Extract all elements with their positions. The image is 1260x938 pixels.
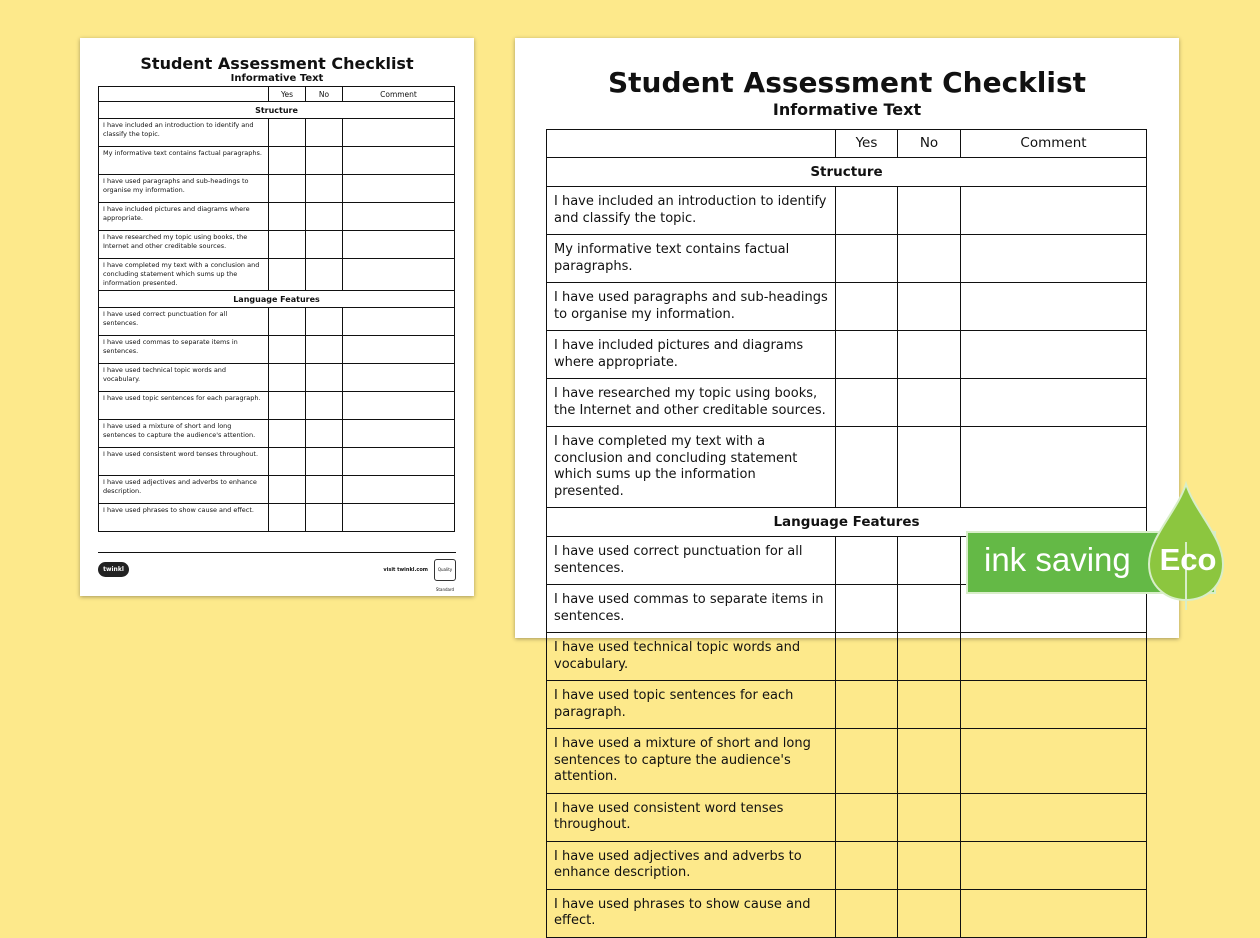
no-cell[interactable] bbox=[898, 793, 961, 841]
thumb-yes-cell[interactable] bbox=[269, 392, 306, 420]
statement-cell: I have used a mixture of short and long sentences to capture the audience's attention. bbox=[547, 729, 836, 794]
thumb-no-cell[interactable] bbox=[306, 147, 343, 175]
no-cell[interactable] bbox=[898, 729, 961, 794]
table-row bbox=[547, 729, 1147, 794]
table-row bbox=[547, 793, 1147, 841]
thumb-col-yes: Yes bbox=[269, 87, 306, 102]
comment-cell[interactable] bbox=[961, 681, 1147, 729]
thumb-yes-cell[interactable] bbox=[269, 119, 306, 147]
thumb-no-cell[interactable] bbox=[306, 231, 343, 259]
comment-cell[interactable] bbox=[961, 841, 1147, 889]
yes-cell[interactable] bbox=[836, 283, 898, 331]
thumb-row: I have used adjectives and adverbs to enhance description. bbox=[99, 476, 455, 504]
no-cell[interactable] bbox=[898, 235, 961, 283]
thumb-row: I have included an introduction to identify and classify the topic. bbox=[99, 119, 455, 147]
comment-cell[interactable] bbox=[961, 633, 1147, 681]
table-row bbox=[547, 681, 1147, 729]
table-row bbox=[547, 633, 1147, 681]
thumb-footer bbox=[98, 552, 456, 592]
thumb-yes-cell[interactable] bbox=[269, 203, 306, 231]
yes-cell[interactable] bbox=[836, 331, 898, 379]
ink-saving-text: ink saving bbox=[984, 541, 1131, 578]
statement-cell: I have used technical topic words and vocabulary. bbox=[547, 633, 836, 681]
thumb-comment-cell[interactable] bbox=[343, 420, 455, 448]
thumb-comment-cell[interactable] bbox=[343, 175, 455, 203]
thumb-no-cell[interactable] bbox=[306, 259, 343, 291]
col-yes: Yes bbox=[836, 130, 898, 158]
no-cell[interactable] bbox=[898, 187, 961, 235]
thumb-yes-cell[interactable] bbox=[269, 147, 306, 175]
thumb-row: I have used phrases to show cause and effect. bbox=[99, 504, 455, 532]
yes-cell[interactable] bbox=[836, 537, 898, 585]
statement-cell: I have used consistent word tenses throughout. bbox=[547, 793, 836, 841]
thumb-comment-cell[interactable] bbox=[343, 336, 455, 364]
table-row bbox=[547, 331, 1147, 379]
thumb-no-cell[interactable] bbox=[306, 203, 343, 231]
yes-cell[interactable] bbox=[836, 379, 898, 427]
thumb-yes-cell[interactable] bbox=[269, 175, 306, 203]
thumb-no-cell[interactable] bbox=[306, 420, 343, 448]
page-title: Student Assessment Checklist bbox=[607, 66, 1087, 99]
table-row bbox=[547, 235, 1147, 283]
thumb-comment-cell[interactable] bbox=[343, 147, 455, 175]
yes-cell[interactable] bbox=[836, 427, 898, 508]
thumb-title: Student Assessment Checklist bbox=[140, 54, 414, 73]
thumb-comment-cell[interactable] bbox=[343, 308, 455, 336]
thumb-comment-cell[interactable] bbox=[343, 231, 455, 259]
thumbnail-page bbox=[80, 38, 474, 596]
twinkl-logo: twinkl bbox=[98, 562, 129, 577]
comment-cell[interactable] bbox=[961, 793, 1147, 841]
comment-cell[interactable] bbox=[961, 187, 1147, 235]
thumb-no-cell[interactable] bbox=[306, 504, 343, 532]
thumb-no-cell[interactable] bbox=[306, 175, 343, 203]
thumb-checklist-table bbox=[98, 86, 455, 532]
statement-cell: I have used paragraphs and sub-headings to organise my information. bbox=[547, 283, 836, 331]
thumb-yes-cell[interactable] bbox=[269, 420, 306, 448]
thumb-comment-cell[interactable] bbox=[343, 259, 455, 291]
thumb-col-comment: Comment bbox=[343, 87, 455, 102]
table-row bbox=[547, 427, 1147, 508]
yes-cell[interactable] bbox=[836, 793, 898, 841]
no-cell[interactable] bbox=[898, 379, 961, 427]
thumb-row: I have used technical topic words and vocabulary. bbox=[99, 364, 455, 392]
statement-cell: I have completed my text with a conclusion and concluding statement which sums up the information presented. bbox=[547, 427, 836, 508]
section-structure: Structure bbox=[547, 158, 1147, 187]
thumb-subtitle: Informative Text bbox=[230, 73, 324, 84]
thumb-row: My informative text contains factual paragraphs. bbox=[99, 147, 455, 175]
no-cell[interactable] bbox=[898, 427, 961, 508]
thumb-comment-cell[interactable] bbox=[343, 119, 455, 147]
no-cell[interactable] bbox=[898, 283, 961, 331]
comment-cell[interactable] bbox=[961, 427, 1147, 508]
no-cell[interactable] bbox=[898, 841, 961, 889]
thumb-no-cell[interactable] bbox=[306, 119, 343, 147]
table-row bbox=[547, 889, 1147, 937]
comment-cell[interactable] bbox=[961, 283, 1147, 331]
thumb-comment-cell[interactable] bbox=[343, 504, 455, 532]
thumb-section-structure: Structure bbox=[99, 102, 455, 119]
thumb-row: I have used paragraphs and sub-headings to organise my information. bbox=[99, 175, 455, 203]
thumb-no-cell[interactable] bbox=[306, 336, 343, 364]
statement-cell: I have used commas to separate items in sentences. bbox=[547, 585, 836, 633]
col-no: No bbox=[898, 130, 961, 158]
comment-cell[interactable] bbox=[961, 331, 1147, 379]
yes-cell[interactable] bbox=[836, 235, 898, 283]
quality-badge-icon: Quality Standard bbox=[434, 559, 456, 581]
col-statement bbox=[547, 130, 836, 158]
thumb-row: I have used consistent word tenses throughout. bbox=[99, 448, 455, 476]
page-subtitle: Informative Text bbox=[772, 100, 922, 119]
statement-cell: I have used correct punctuation for all sentences. bbox=[547, 537, 836, 585]
thumb-row: I have used commas to separate items in sentences. bbox=[99, 336, 455, 364]
table-row bbox=[547, 283, 1147, 331]
col-comment: Comment bbox=[961, 130, 1147, 158]
thumb-yes-cell[interactable] bbox=[269, 364, 306, 392]
footer-site: visit twinkl.com bbox=[383, 567, 428, 573]
comment-cell[interactable] bbox=[961, 235, 1147, 283]
table-row bbox=[547, 841, 1147, 889]
thumb-row: I have included pictures and diagrams where appropriate. bbox=[99, 203, 455, 231]
thumb-yes-cell[interactable] bbox=[269, 308, 306, 336]
comment-cell[interactable] bbox=[961, 729, 1147, 794]
thumb-comment-cell[interactable] bbox=[343, 203, 455, 231]
thumb-yes-cell[interactable] bbox=[269, 448, 306, 476]
thumb-no-cell[interactable] bbox=[306, 364, 343, 392]
statement-cell: My informative text contains factual paragraphs. bbox=[547, 235, 836, 283]
no-cell[interactable] bbox=[898, 537, 961, 585]
no-cell[interactable] bbox=[898, 681, 961, 729]
comment-cell[interactable] bbox=[961, 889, 1147, 937]
thumb-col-statement bbox=[99, 87, 269, 102]
statement-cell: I have included pictures and diagrams where appropriate. bbox=[547, 331, 836, 379]
thumb-row: I have completed my text with a conclusion and concluding statement which sums up the information presented. bbox=[99, 259, 455, 291]
yes-cell[interactable] bbox=[836, 681, 898, 729]
thumb-no-cell[interactable] bbox=[306, 448, 343, 476]
yes-cell[interactable] bbox=[836, 889, 898, 937]
statement-cell: I have used phrases to show cause and effect. bbox=[547, 889, 836, 937]
thumb-yes-cell[interactable] bbox=[269, 504, 306, 532]
thumb-no-cell[interactable] bbox=[306, 476, 343, 504]
thumb-row: I have used correct punctuation for all sentences. bbox=[99, 308, 455, 336]
thumb-comment-cell[interactable] bbox=[343, 392, 455, 420]
comment-cell[interactable] bbox=[961, 379, 1147, 427]
section-language: Language Features bbox=[547, 508, 1147, 537]
thumb-comment-cell[interactable] bbox=[343, 448, 455, 476]
thumb-row: I have used a mixture of short and long sentences to capture the audience's attention. bbox=[99, 420, 455, 448]
thumb-section-language: Language Features bbox=[99, 291, 455, 308]
header-row bbox=[547, 130, 1147, 158]
thumb-row: I have used topic sentences for each paragraph. bbox=[99, 392, 455, 420]
no-cell[interactable] bbox=[898, 585, 961, 633]
yes-cell[interactable] bbox=[836, 729, 898, 794]
thumb-header-row bbox=[99, 87, 455, 102]
yes-cell[interactable] bbox=[836, 187, 898, 235]
eco-label: Eco bbox=[1159, 542, 1217, 577]
table-row bbox=[547, 187, 1147, 235]
statement-cell: I have used topic sentences for each paragraph. bbox=[547, 681, 836, 729]
no-cell[interactable] bbox=[898, 633, 961, 681]
statement-cell: I have researched my topic using books, the Internet and other creditable sources. bbox=[547, 379, 836, 427]
thumb-row: I have researched my topic using books, the Internet and other creditable sources. bbox=[99, 231, 455, 259]
thumb-no-cell[interactable] bbox=[306, 308, 343, 336]
thumb-yes-cell[interactable] bbox=[269, 336, 306, 364]
thumb-yes-cell[interactable] bbox=[269, 476, 306, 504]
yes-cell[interactable] bbox=[836, 841, 898, 889]
thumb-no-cell[interactable] bbox=[306, 392, 343, 420]
statement-cell: I have included an introduction to identify and classify the topic. bbox=[547, 187, 836, 235]
thumb-yes-cell[interactable] bbox=[269, 231, 306, 259]
thumb-yes-cell[interactable] bbox=[269, 259, 306, 291]
thumb-comment-cell[interactable] bbox=[343, 364, 455, 392]
no-cell[interactable] bbox=[898, 889, 961, 937]
yes-cell[interactable] bbox=[836, 633, 898, 681]
thumb-col-no: No bbox=[306, 87, 343, 102]
no-cell[interactable] bbox=[898, 331, 961, 379]
table-row bbox=[547, 379, 1147, 427]
thumb-comment-cell[interactable] bbox=[343, 476, 455, 504]
statement-cell: I have used adjectives and adverbs to enhance description. bbox=[547, 841, 836, 889]
yes-cell[interactable] bbox=[836, 585, 898, 633]
